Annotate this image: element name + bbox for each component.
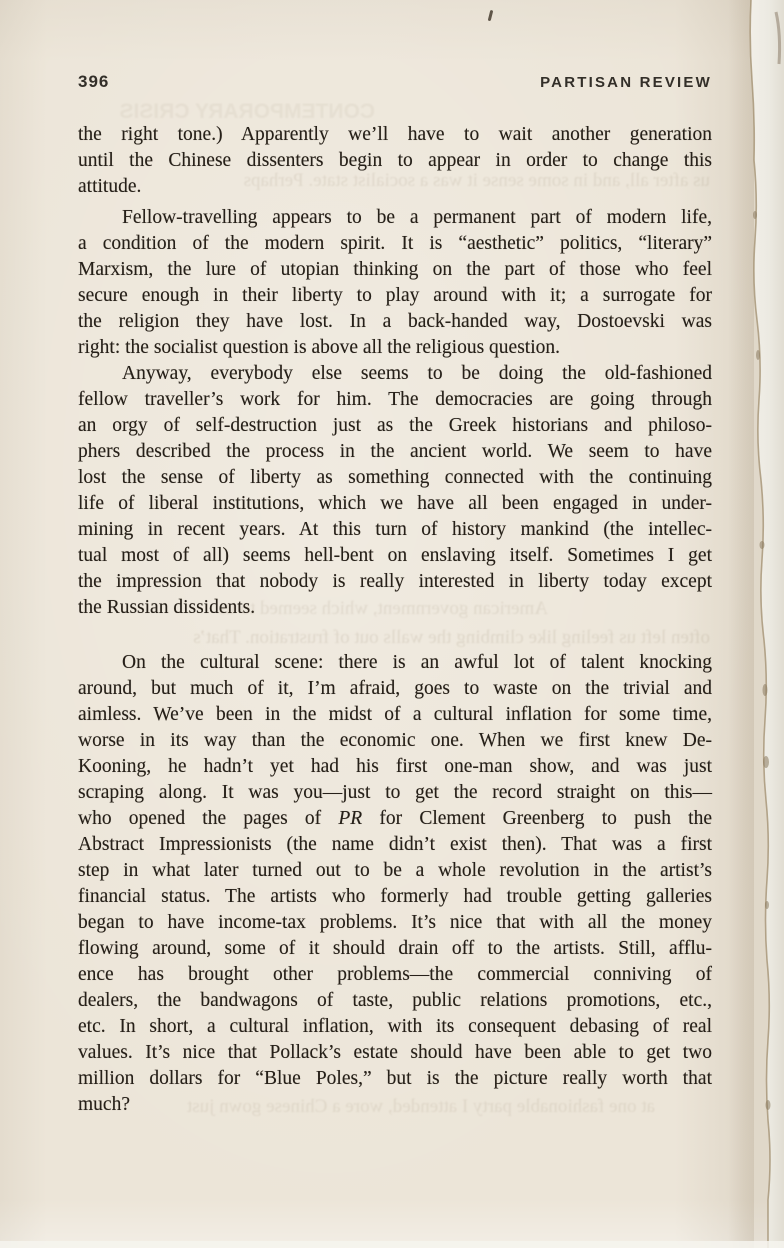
text-line: step in what later turned out to be a whole revolution in the artist’s <box>78 860 712 881</box>
text-line: the Russian dissidents. <box>78 597 256 618</box>
text-line: around, but much of it, I’m afraid, goes to waste on the trivial and <box>78 678 712 699</box>
text-line: ence has brought other problems—the commercial conniving of <box>78 964 712 985</box>
text-line: right: the socialist question is above all the religious question. <box>78 337 561 358</box>
bleedthrough-text: at one fashionable party I attended, wore a Chinese gown just <box>187 1096 655 1117</box>
bleedthrough-text: often left us feeling like climbing the walls out of frustration. That’s <box>193 627 710 648</box>
text-line: Anyway, everybody else seems to be doing the old-fashioned <box>122 363 712 384</box>
text-line: who opened the pages of PR for Clement Greenberg to push the <box>78 808 712 829</box>
text-line: million dollars for “Blue Poles,” but is the picture really worth that <box>78 1068 712 1089</box>
text-line: Fellow-travelling appears to be a permanent part of modern life, <box>122 207 712 228</box>
text-line: secure enough in their liberty to play around with it; a surrogate for <box>78 285 712 306</box>
body-text-block <box>78 122 712 1118</box>
text-line: On the cultural scene: there is an awful lot of talent knocking <box>122 652 712 673</box>
text-line: the right tone.) Apparently we’ll have to wait another generation <box>78 124 712 145</box>
text-line: a condition of the modern spirit. It is “aesthetic” politics, “literary” <box>78 233 712 254</box>
running-header <box>78 72 712 92</box>
text-line: the impression that nobody is really interested in liberty today except <box>78 571 712 592</box>
scan-bottom-edge <box>0 1241 784 1248</box>
page-number: 396 <box>78 72 110 91</box>
paragraph <box>78 361 712 621</box>
text-line: Marxism, the lure of utopian thinking on the part of those who feel <box>78 259 712 280</box>
text-line: values. It’s nice that Pollack’s estate should have been able to get two <box>78 1042 712 1063</box>
text-line: scraping along. It was you—just to get the record straight on this— <box>78 782 712 803</box>
text-line: life of liberal institutions, which we have all been engaged in under- <box>78 493 712 514</box>
paragraph <box>78 650 712 1118</box>
text-line: flowing around, some of it should drain off to the artists. Still, afflu- <box>78 938 712 959</box>
journal-running-head: PARTISAN REVIEW <box>540 74 712 91</box>
bleedthrough-text: us after all, and in some sense it was a socialist state. Perhaps <box>243 170 710 191</box>
text-line: lost the sense of liberty as something connected with the continuing <box>78 467 712 488</box>
bleedthrough-text: American government, which seemed to us <box>218 598 548 619</box>
text-line: worse in its way than the economic one. When we first knew De- <box>78 730 712 751</box>
page-crease-shadow <box>728 0 754 1248</box>
text-line: mining in recent years. At this turn of history mankind (the intellec- <box>78 519 712 540</box>
text-line: aimless. We’ve been in the midst of a cultural inflation for some time, <box>78 704 712 725</box>
text-line: dealers, the bandwagons of taste, public relations promotions, etc., <box>78 990 712 1011</box>
text-line: until the Chinese dissenters begin to appear in order to change this <box>78 150 712 171</box>
text-line: began to have income-tax problems. It’s nice that with all the money <box>78 912 712 933</box>
text-line: Abstract Impressionists (the name didn’t exist then). That was a first <box>78 834 712 855</box>
text-line: the religion they have lost. In a back-handed way, Dostoevski was <box>78 311 712 332</box>
bleedthrough-text: CONTEMPORARY CRISIS <box>119 100 375 123</box>
page-edge-deckle <box>720 0 784 1248</box>
text-line: financial status. The artists who formerly had trouble getting galleries <box>78 886 712 907</box>
text-line: etc. In short, a cultural inflation, with its consequent debasing of real <box>78 1016 712 1037</box>
text-line: phers described the process in the ancient world. We seem to have <box>78 441 712 462</box>
scan-speck-mark <box>488 10 493 21</box>
paragraph <box>78 122 712 200</box>
text-line: Kooning, he hadn’t yet had his first one-man show, and was just <box>78 756 712 777</box>
text-line: fellow traveller’s work for him. The democracies are going through <box>78 389 712 410</box>
text-line: much? <box>78 1094 130 1115</box>
paragraph <box>78 205 712 361</box>
text-line: attitude. <box>78 176 142 197</box>
text-line: tual most of all) seems hell-bent on enslaving itself. Sometimes I get <box>78 545 712 566</box>
text-line: an orgy of self-destruction just as the Greek historians and philoso- <box>78 415 712 436</box>
